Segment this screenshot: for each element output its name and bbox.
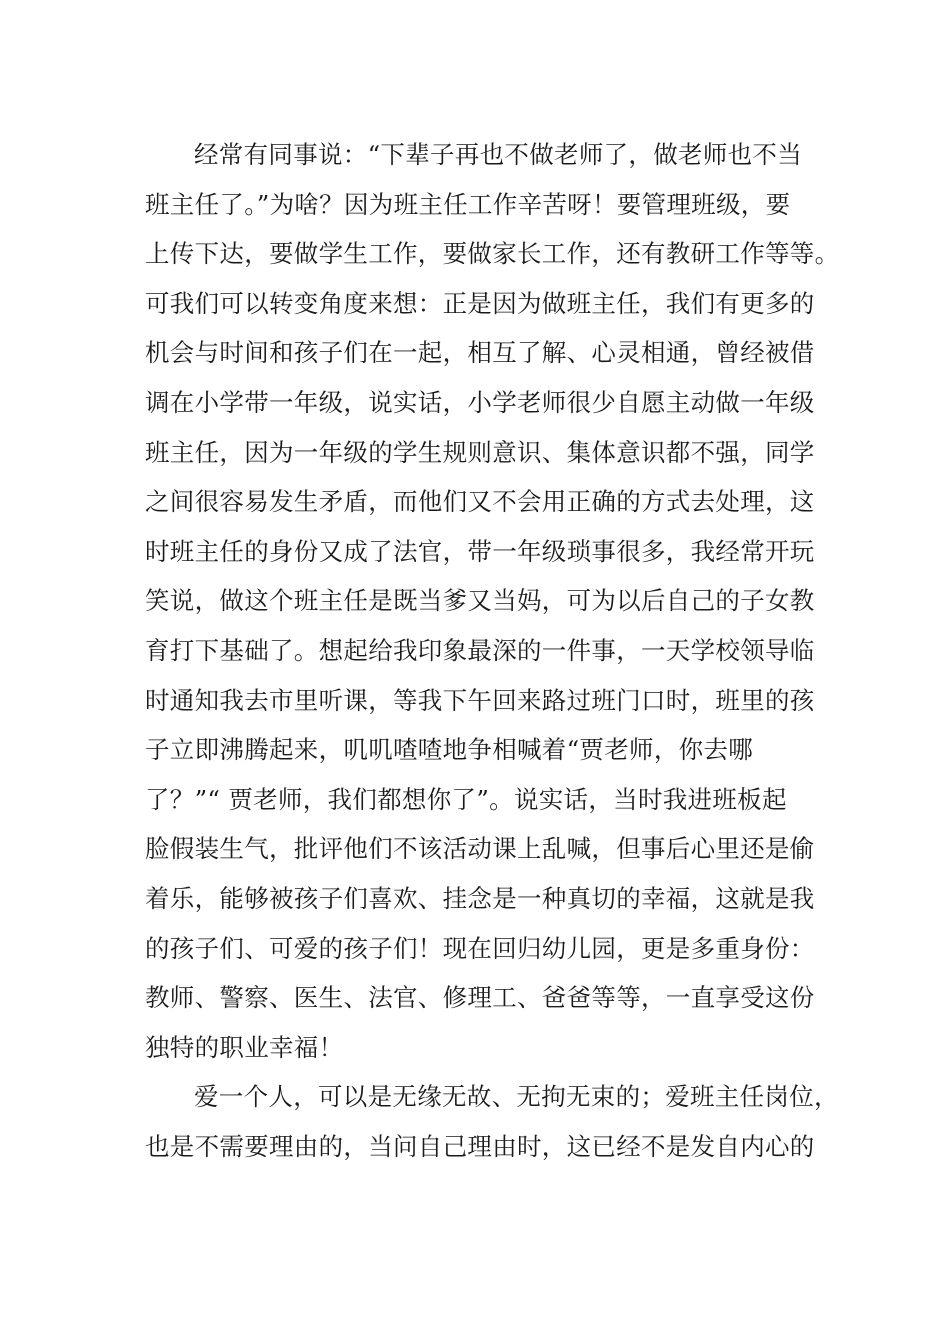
paragraph-line: 教师、警察、医生、法官、修理工、爸爸等等，一直享受这份 bbox=[145, 983, 815, 1013]
paragraph-line: 独特的职业幸福！ bbox=[145, 1032, 344, 1062]
body-text bbox=[145, 130, 840, 1171]
paragraph-line: 时班主任的身份又成了法官，带一年级琐事很多，我经常开玩 bbox=[145, 536, 815, 566]
paragraph-line: 班主任，因为一年级的学生规则意识、集体意识都不强，同学 bbox=[145, 437, 815, 467]
paragraph-line: 机会与时间和孩子们在一起，相互了解、心灵相通，曾经被借 bbox=[145, 338, 815, 368]
paragraph-line: 可我们可以转变角度来想：正是因为做班主任，我们有更多的 bbox=[145, 288, 815, 318]
paragraph-line: 调在小学带一年级，说实话，小学老师很少自愿主动做一年级 bbox=[145, 387, 815, 417]
paragraph-line: 也是不需要理由的，当问自己理由时，这已经不是发自内心的 bbox=[145, 1131, 815, 1161]
paragraph-line: 的孩子们、可爱的孩子们！现在回归幼儿园，更是多重身份： bbox=[145, 933, 815, 963]
paragraph-line: 时通知我去市里听课，等我下午回来路过班门口时，班里的孩 bbox=[145, 685, 815, 715]
paragraph-line: 上传下达，要做学生工作，要做家长工作，还有教研工作等等。 bbox=[145, 239, 840, 269]
paragraph-line: 子立即沸腾起来，叽叽喳喳地争相喊着“贾老师，你去哪 bbox=[145, 735, 754, 765]
paragraph-line: 之间很容易发生矛盾，而他们又不会用正确的方式去处理，这 bbox=[145, 487, 815, 517]
paragraph-line: 着乐，能够被孩子们喜欢、挂念是一种真切的幸福，这就是我 bbox=[145, 883, 815, 913]
paragraph-line: 了？”“ 贾老师，我们都想你了”。说实话，当时我进班板起 bbox=[145, 784, 787, 814]
paragraph-line: 脸假装生气，批评他们不该活动课上乱喊，但事后心里还是偷 bbox=[145, 834, 815, 864]
paragraph-line: 经常有同事说：“下辈子再也不做老师了，做老师也不当 bbox=[194, 140, 803, 169]
paragraph-line: 班主任了。”为啥？因为班主任工作辛苦呀！要管理班级，要 bbox=[145, 189, 791, 219]
paragraph-line: 爱一个人，可以是无缘无故、无拘无束的；爱班主任岗位， bbox=[194, 1082, 839, 1112]
paragraph-line: 育打下基础了。想起给我印象最深的一件事，一天学校领导临 bbox=[145, 635, 815, 665]
paragraph-line: 笑说，做这个班主任是既当爹又当妈，可为以后自己的子女教 bbox=[145, 586, 815, 616]
